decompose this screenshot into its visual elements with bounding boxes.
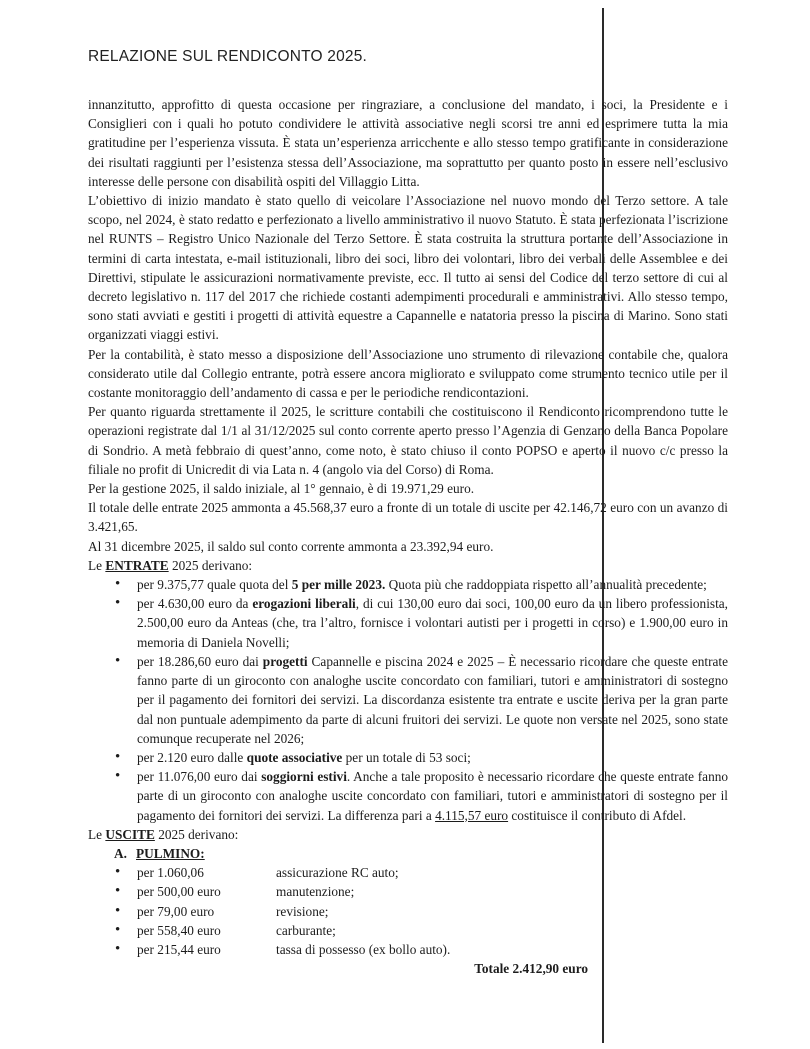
entrate-list: [88, 575, 728, 825]
entrate-item: • per 2.120 euro dalle quote associative per un totale di 53 soci;: [88, 748, 728, 767]
pulmino-cost-list: [88, 863, 728, 959]
entrate-item: • per 4.630,00 euro da erogazioni liberali, di cui 130,00 euro dai soci, 100,00 euro da un libero professionista, 2.500,00 euro da Anteas (che, tra l’altro, fornisce i volontari autisti per i progetti in corso) e 1.900,00 euro in memoria di Daniela Novelli;: [88, 594, 728, 652]
entrate-item: • per 9.375,77 quale quota del 5 per mille 2023. Quota più che raddoppiata rispetto all’annualità precedente;: [88, 575, 728, 594]
intro-paragraph-4: Per quanto riguarda strettamente il 2025, le scritture contabili che costituiscono il Rendiconto ricomprendono tutte le operazioni registrate dal 1/1 al 31/12/2025 sul conto corrente aperto presso l’Agenzia di Genzano della Banca Popolare di Sondrio. A metà febbraio di quest’anno, come noto, è stato chiuso il conto POPSO e aperto il nuovo c/c presso la filiale no profit di Unicredit di via Lata n. 4 (angolo via del Corso) di Roma.: [88, 404, 728, 477]
report-body: [88, 95, 728, 978]
saldo-iniziale: Per la gestione 2025, il saldo iniziale, al 1° gennaio, è di 19.971,29 euro.: [88, 481, 475, 497]
cost-item: • per 215,44 euro tassa di possesso (ex bollo auto).: [88, 940, 728, 959]
entrate-item: • per 11.076,00 euro dai soggiorni estivi. Anche a tale proposito è necessario ricordare che queste entrate fanno parte di un giroconto con analoghe uscite concordato con familiari, tutori e amministratori di sostegno per il pagamento dei fornitori dei servizi. La differenza pari a 4.115,57 euro costituisce il contributo di Afdel.: [88, 767, 728, 825]
cost-item: • per 1.060,06 assicurazione RC auto;: [88, 863, 728, 882]
cost-item: • per 79,00 euro revisione;: [88, 902, 728, 921]
intro-paragraph-3: Per la contabilità, è stato messo a disposizione dell’Associazione uno strumento di rilevazione contabile che, qualora considerato utile dal Collegio entrante, potrà essere ancora migliorato e sviluppato come strumento tecnico utile per il costante monitoraggio dell’andamento di cassa e per le periodiche rendicontazioni.: [88, 346, 728, 401]
pulmino-total: Totale 2.412,90 euro: [474, 961, 588, 977]
intro-paragraph-1: innanzitutto, approfitto di questa occasione per ringraziare, a conclusione del mandato, i soci, la Presidente e i Consiglieri con i quali ho potuto condividere le attività associative negli scorsi tre anni ed esprimere tutta la mia gratitudine per l’esperienza vissuta. È stata un’esperienza arricchente e allo stesso tempo gratificante in considerazione dei risultati raggiunti per l’esistenza stessa dell’Associazione, ma soprattutto per quanto posto in essere nell’esclusivo interesse delle persone con disabilità ospiti del Villaggio Litta.: [88, 97, 728, 189]
uscite-label: USCITE: [105, 826, 155, 842]
cost-item: • per 500,00 euro manutenzione;: [88, 882, 728, 901]
entrate-item: • per 18.286,60 euro dai progetti Capannelle e piscina 2024 e 2025 – È necessario ricordare che queste entrate fanno parte di un giroconto con analoghe uscite concordato con familiari, tutori e amministratori di sostegno per il pagamento dei fornitori dei servizi. La discordanza esistente tra entrate e uscite deriva per la gran parte dal non puntuale adempimento da parte di alcuni fruitori dei servizi. Le quote non versate nel 2025, sono state comunque recuperate nel 2026;: [88, 652, 728, 748]
totale-entrate-uscite: Il totale delle entrate 2025 ammonta a 45.568,37 euro a fronte di un totale di uscite per 42.146,72 euro con un avanzo di 3.421,65.: [88, 500, 728, 535]
page-title: RELAZIONE SUL RENDICONTO 2025.: [88, 48, 368, 65]
pulmino-heading: A. PULMINO:: [114, 845, 205, 861]
entrate-heading: Le ENTRATE 2025 derivano:: [88, 557, 253, 573]
entrate-label: ENTRATE: [105, 557, 169, 573]
saldo-finale: Al 31 dicembre 2025, il saldo sul conto corrente ammonta a 23.392,94 euro.: [88, 538, 494, 554]
cost-item: • per 558,40 euro carburante;: [88, 921, 728, 940]
uscite-heading: Le USCITE 2025 derivano:: [88, 826, 239, 842]
intro-paragraph-2: L’obiettivo di inizio mandato è stato quello di veicolare l’Associazione nel nuovo mondo del Terzo settore. A tale scopo, nel 2024, è stato redatto e perfezionato a livello amministrativo il nuovo Statuto. È stata perfezionata l’iscrizione nel RUNTS – Registro Unico Nazionale del Terzo Settore. È stata costruita la struttura portante dell’Associazione in termini di carta intestata, e-mail istituzionali, libro dei soci, libro dei volontari, libro dei verbali delle Assemblee e dei Direttivi, stipulate le assicurazioni normativamente previste, ecc. Il tutto ai sensi del Codice del terzo settore di cui al decreto legislativo n. 117 del 2017 che richiede costanti adempimenti procedurali e amministrativi. Allo stesso tempo, sono stati avviati e gestiti i progetti di attività equestre a Capannelle e natatoria presso la piscina di Marino. Sono stati organizzati viaggi estivi.: [88, 193, 728, 343]
